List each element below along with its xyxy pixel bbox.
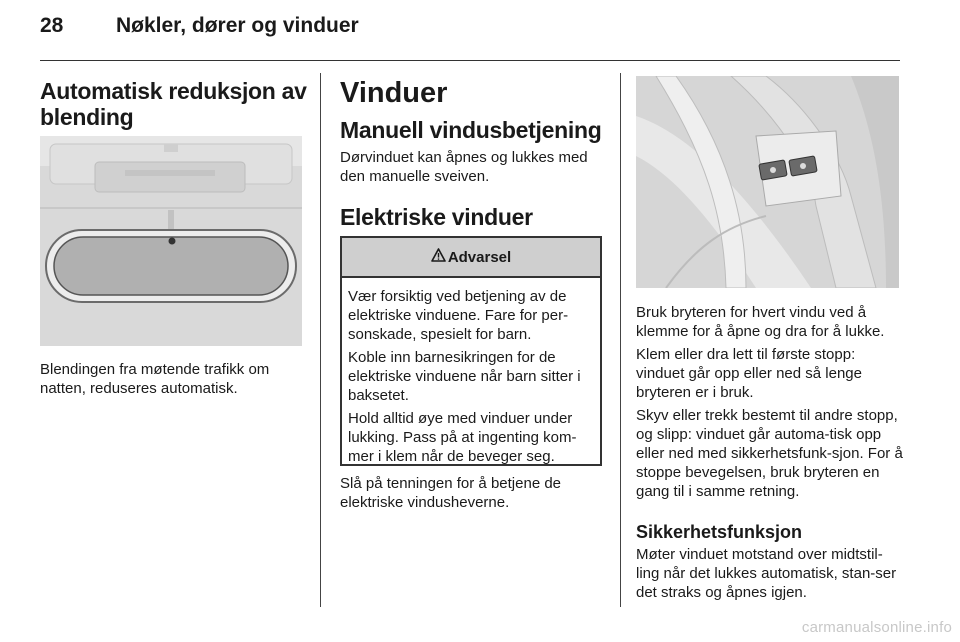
column-divider: [620, 73, 621, 607]
watermark: carmanualsonline.info: [801, 619, 952, 636]
chapter-title: Nøkler, dører og vinduer: [116, 14, 359, 37]
heading-manual-windows: Manuell vindusbetjening: [340, 117, 602, 143]
manual-windows-text: Dørvinduet kan åpnes og lukkes med den manuelle sveiven.: [340, 149, 588, 185]
warning-title: Advarsel: [447, 248, 512, 266]
heading-electric-windows: Elektriske vinduer: [340, 204, 533, 230]
heading-windows: Vinduer: [340, 77, 448, 109]
warning-paragraph: Koble inn barnesikringen for de elektriske vinduene når barn sitter i baksetet.: [348, 349, 581, 404]
safety-function-text: Møter vinduet motstand over midtstil-ling når det lukkes automatisk, stan-ser det straks og åpnes igjen.: [636, 546, 897, 601]
heading-safety-function: Sikkerhetsfunksjon: [636, 522, 803, 542]
switch-usage-text: Bruk bryteren for hvert vindu ved å klemme for å åpne og dra for å lukke.: [636, 304, 885, 340]
warning-box: [340, 236, 602, 466]
second-stop-text: Skyv eller trekk bestemt til andre stopp, og slipp: vinduet går automa-tisk opp eller ned med sikkerhetsfunk-sjon. For å stoppe bevegelsen, bruk bryteren en gang til i samme retning.: [636, 407, 903, 500]
glare-reduction-text: Blendingen fra møtende trafikk om natten, reduseres automatisk.: [40, 361, 270, 397]
first-stop-text: Klem eller dra lett til første stopp: vinduet går opp eller ned så lenge bryteren er i bruk.: [636, 346, 862, 401]
page-number: 28: [40, 14, 64, 37]
section-title-glare-reduction: Automatisk reduksjon av blending: [40, 78, 307, 130]
warning-triangle-icon: [431, 248, 448, 266]
header-rule: [40, 60, 900, 61]
column-divider: [320, 73, 321, 607]
warning-header: [342, 238, 600, 278]
warning-paragraph: Vær forsiktig ved betjening av de elektriske vinduene. Fare for per-sonskade, spesielt for barn.: [348, 288, 569, 343]
mirror-illustration: [40, 136, 302, 346]
ignition-text: Slå på tenningen for å betjene de elektriske vindusheverne.: [340, 475, 562, 511]
warning-paragraph: Hold alltid øye med vinduer under lukking. Pass på at ingenting kom-mer i klem når de beveger seg.: [348, 410, 577, 465]
window-switch-illustration: [636, 76, 899, 288]
